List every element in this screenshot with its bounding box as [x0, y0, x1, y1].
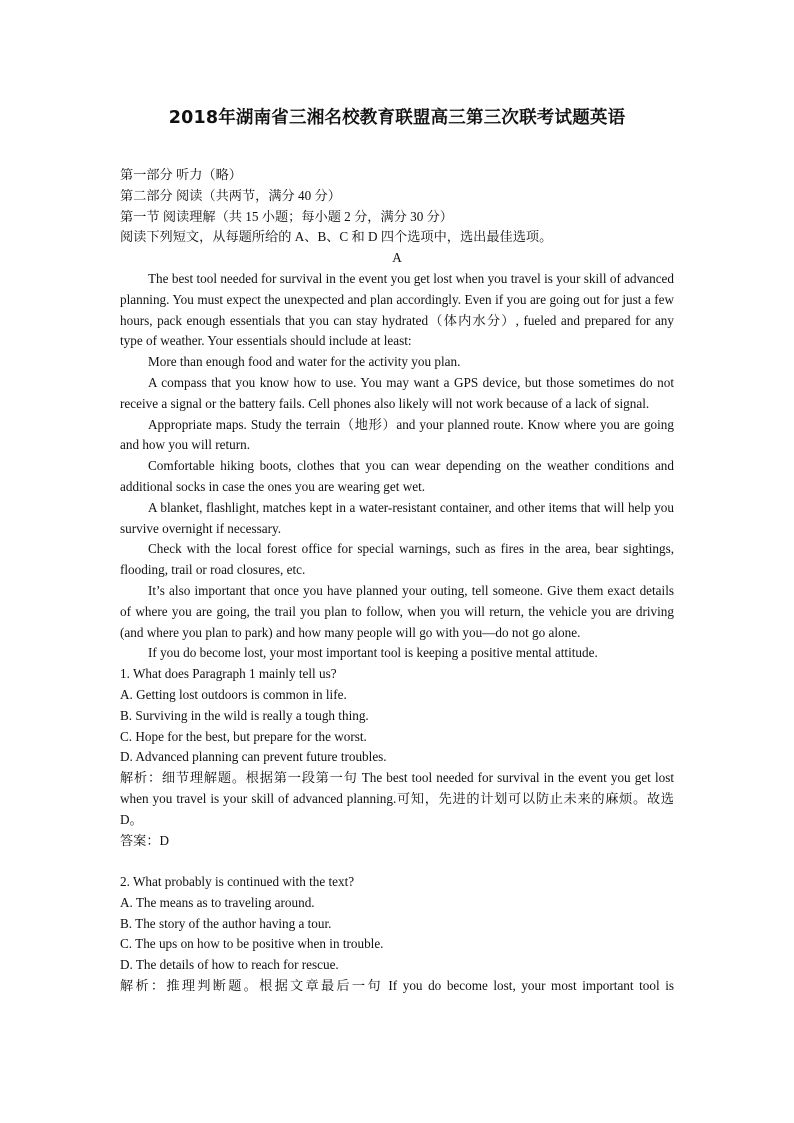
- question-option: C. Hope for the best, but prepare for the worst.: [120, 728, 367, 744]
- passage-paragraph: A blanket, flashlight, matches kept in a water-resistant container, and other items that will help you survive overnight if necessary.: [120, 499, 674, 536]
- intro-line: 第二部分 阅读（共两节，满分 40 分）: [120, 187, 341, 203]
- blank-line: [120, 851, 674, 872]
- question-option: B. The story of the author having a tour.: [120, 915, 332, 931]
- question-option: A. The means as to traveling around.: [120, 894, 315, 910]
- question-option: C. The ups on how to be positive when in trouble.: [120, 936, 384, 952]
- section-label: A: [392, 250, 402, 266]
- question-analysis: 解析：推理判断题。根据文章最后一句 If you do become lost, your most important tool is: [120, 978, 674, 994]
- question-option: D. Advanced planning can prevent future troubles.: [120, 749, 387, 765]
- passage-paragraph: The best tool needed for survival in the event you get lost when you travel is your skill of advanced planning. You must expect the unexpected and plan accordingly. Even if you are going out for just a few hours, pack enough essentials that you can stay hydrated（体内水分）, fueled and prepared for any type of weather. Your essentials should include at least:: [120, 270, 674, 349]
- passage-paragraph: More than enough food and water for the activity you plan.: [148, 354, 461, 370]
- page-title: 2018年湖南省三湘名校教育联盟高三第三次联考试题英语: [168, 108, 626, 128]
- passage-paragraph: If you do become lost, your most important tool is keeping a positive mental attitude.: [148, 645, 598, 661]
- question-option: B. Surviving in the wild is really a tough thing.: [120, 707, 369, 723]
- passage-paragraph: Appropriate maps. Study the terrain（地形）and your planned route. Know where you are going and how you will return.: [120, 416, 674, 453]
- passage-paragraph: A compass that you know how to use. You may want a GPS device, but those sometimes do not receive a signal or the battery fails. Cell phones also likely will not work because of a lack of signal.: [120, 374, 674, 411]
- passage-paragraph: Comfortable hiking boots, clothes that you can wear depending on the weather conditions and additional socks in case the ones you are wearing get wet.: [120, 458, 674, 494]
- intro-line: 第一部分 听力（略）: [120, 167, 242, 182]
- question-option: A. Getting lost outdoors is common in life.: [120, 686, 347, 702]
- question-option: D. The details of how to reach for rescue.: [120, 957, 339, 973]
- intro-line: 第一节 阅读理解（共 15 小题；每小题 2 分，满分 30 分）: [120, 208, 453, 224]
- question-stem: 1. What does Paragraph 1 mainly tell us?: [120, 666, 337, 682]
- question-answer: 答案：D: [120, 832, 170, 848]
- passage-paragraph: It’s also important that once you have planned your outing, tell someone. Give them exact details of where you are going, the trail you plan to follow, when you will return, the vehicle you are driving (and where you plan to park) and how many people will go with you—do not go alone.: [120, 582, 674, 640]
- intro-line: 阅读下列短文，从每题所给的 A、B、C 和 D 四个选项中，选出最佳选项。: [120, 229, 553, 245]
- question-stem: 2. What probably is continued with the text?: [120, 874, 355, 890]
- question-analysis: 解析：细节理解题。根据第一段第一句 The best tool needed for survival in the event you get lost when you travel is your skill of advanced planning.可知，先进的计划可以防止未来的麻烦。故选 D。: [120, 770, 674, 827]
- exam-page: [120, 104, 674, 997]
- passage-paragraph: Check with the local forest office for special warnings, such as fires in the area, bear sightings, flooding, trail or road closures, etc.: [120, 541, 674, 578]
